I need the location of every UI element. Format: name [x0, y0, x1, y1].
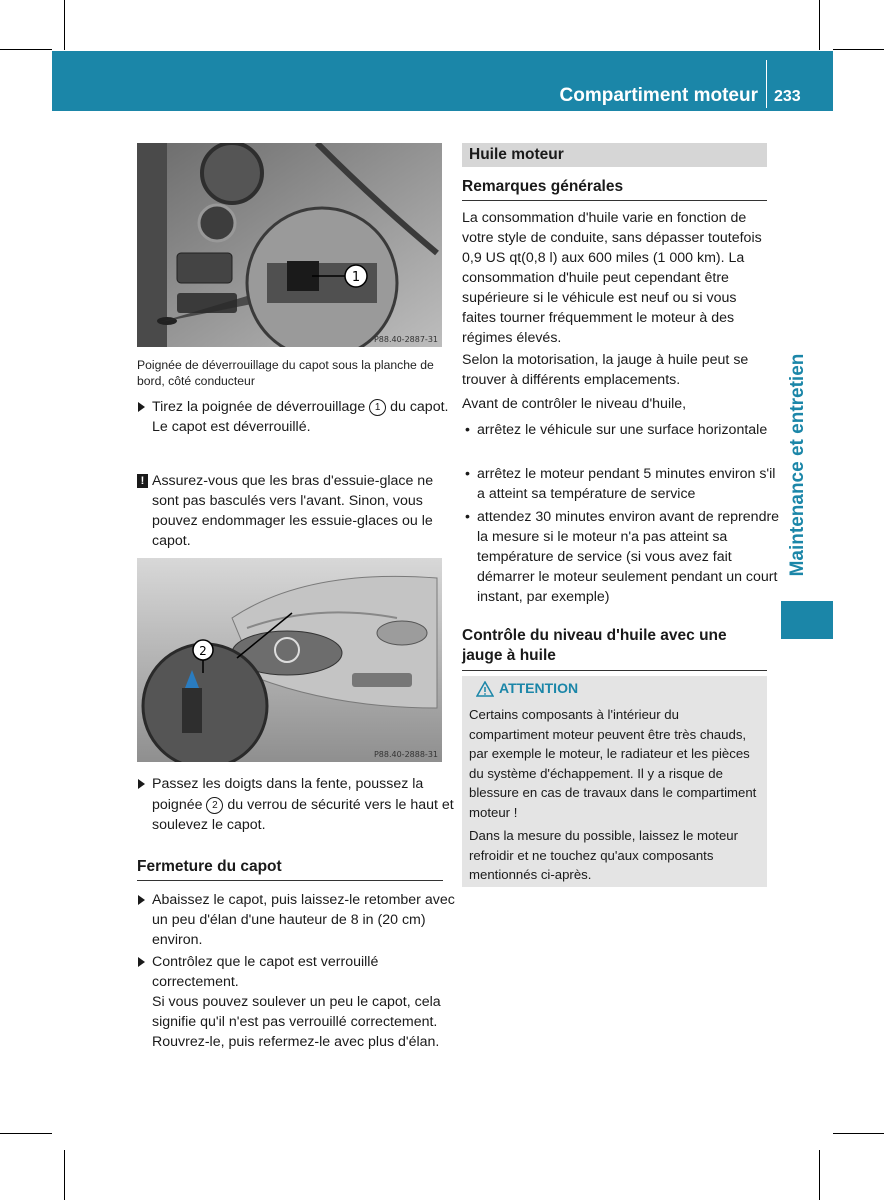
- instruction-step: [137, 952, 458, 1052]
- warning-text: Assurez-vous que les bras d'essuie-glace ne sont pas basculés vers l'avant. Sinon, vous pouvez endommager les essuie-glaces ou le capot.: [152, 473, 434, 549]
- bullet-icon: •: [465, 509, 470, 525]
- step-text: du verrou de sécurité vers le haut et soulevez le capot.: [152, 796, 454, 833]
- attention-text: Certains composants à l'intérieur du compartiment moteur peuvent être très chauds, par exemple le moteur, le radiateur et les pièces du système d'échappement. Il y a risque de blessure en cas de travaux dans le compartiment moteur !: [469, 707, 757, 820]
- crop-mark: [64, 0, 65, 50]
- paragraph: Avant de contrôler le niveau d'huile,: [462, 396, 687, 412]
- crop-mark: [64, 1150, 65, 1200]
- header-divider: [766, 60, 767, 108]
- instruction-step: [137, 397, 458, 437]
- step-result: Le capot est déverrouillé.: [152, 419, 311, 435]
- callout-ref-2: 2: [206, 797, 223, 814]
- list-item-text: arrêtez le véhicule sur une surface horizontale: [477, 422, 768, 438]
- callout-2: 2: [199, 644, 207, 658]
- hood-latch-photo: [137, 558, 442, 762]
- figure-caption: Poignée de déverrouillage du capot sous la planche de bord, côté conducteur: [137, 358, 434, 388]
- warning-note: [137, 471, 458, 551]
- arrow-icon: [138, 402, 145, 412]
- crop-mark: [819, 1150, 820, 1200]
- crop-mark: [833, 1133, 884, 1134]
- paragraph: La consommation d'huile varie en fonction de votre style de conduite, sans dépasser toutefois 0,9 US qt(0,8 l) aux 600 miles (1 000 km). La consommation d'huile peut cependant être supérieure si le véhicule est neuf ou si vous faites tourner fréquemment le moteur à des régimes élevés.: [462, 210, 762, 346]
- warning-triangle-icon: [476, 681, 494, 697]
- list-item: [462, 507, 783, 607]
- bullet-icon: •: [465, 422, 470, 438]
- paragraph: Selon la motorisation, la jauge à huile peut se trouver à différents emplacements.: [462, 352, 749, 388]
- subsection-heading: Remarques générales: [462, 178, 767, 201]
- crop-mark: [0, 1133, 52, 1134]
- exclamation-icon: !: [137, 474, 148, 488]
- section-tab-label: Maintenance et entretien: [787, 353, 808, 577]
- arrow-icon: [138, 957, 145, 967]
- list-item: [462, 420, 783, 440]
- hood-release-photo: [137, 143, 442, 347]
- crop-mark: [0, 49, 52, 50]
- arrow-icon: [138, 895, 145, 905]
- hood-latch-illustration: [137, 558, 442, 762]
- section-tab: [778, 330, 818, 600]
- instruction-step: [137, 774, 458, 836]
- list-item-text: arrêtez le moteur pendant 5 minutes environ s'il a atteint sa température de service: [477, 466, 776, 502]
- bullet-icon: •: [465, 466, 470, 482]
- subsection-heading: Contrôle du niveau d'huile avec une jauge à huile: [462, 626, 767, 671]
- page-title: Compartiment moteur: [559, 85, 758, 106]
- step-text: Abaissez le capot, puis laissez-le retomber avec un peu d'élan d'une hauteur de 8 in (20 cm) environ.: [152, 892, 455, 948]
- step-text: Tirez la poignée de déverrouillage: [152, 399, 370, 415]
- instruction-step: [137, 890, 458, 950]
- step-text: du capot.: [386, 399, 449, 415]
- section-heading-gray: Huile moteur: [462, 143, 767, 167]
- page-number: 233: [774, 88, 801, 105]
- figure-code: P88.40-2888-31: [373, 750, 438, 759]
- step-text: Contrôlez que le capot est verrouillé correctement.: [152, 954, 379, 990]
- attention-text: Dans la mesure du possible, laissez le moteur refroidir et ne touchez qu'aux composants mentionnés ci-après.: [469, 828, 739, 882]
- figure-code: P88.40-2887-31: [373, 335, 438, 344]
- callout-ref-1: 1: [369, 399, 386, 416]
- section-heading: Fermeture du capot: [137, 858, 443, 881]
- arrow-icon: [138, 779, 145, 789]
- crop-mark: [833, 49, 884, 50]
- crop-mark: [819, 0, 820, 50]
- section-tab-marker: [781, 601, 833, 639]
- list-item: [462, 464, 783, 504]
- step-text: Passez les doigts dans la fente, poussez la poignée: [152, 776, 424, 813]
- step-result: Si vous pouvez soulever un peu le capot, cela signifie qu'il n'est pas verrouillé correctement. Rouvrez-le, puis refermez-le avec plus d'élan.: [152, 994, 441, 1050]
- callout-1: 1: [351, 270, 361, 285]
- hood-release-illustration: [137, 143, 442, 347]
- list-item-text: attendez 30 minutes environ avant de reprendre la mesure si le moteur n'a pas atteint sa température de service (si vous avez fait démarrer le moteur seulement pendant un court instant, par exemple): [477, 509, 780, 605]
- attention-title: ATTENTION: [499, 680, 579, 696]
